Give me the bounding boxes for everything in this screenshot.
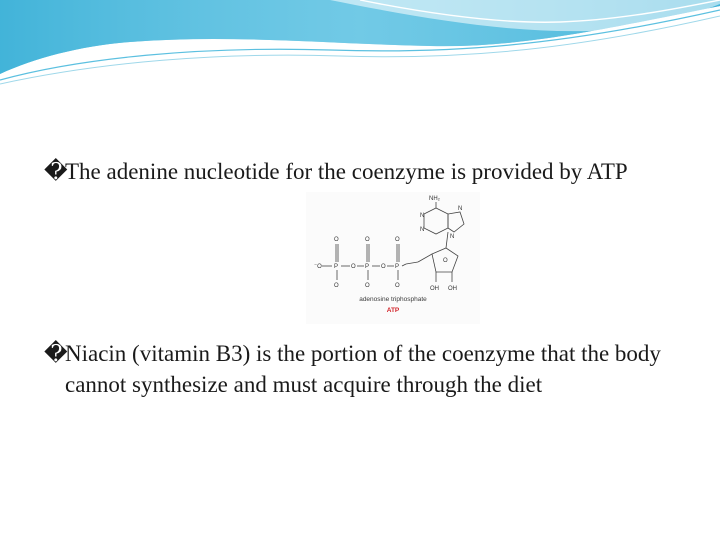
bullet-niacin	[44, 338, 664, 400]
p-label: P	[334, 264, 339, 270]
atp-structure-figure	[306, 192, 480, 324]
oh-label: OH	[448, 286, 457, 292]
n-label: N	[420, 213, 425, 219]
bullet-text: The adenine nucleotide for the coenzyme is provided by ATP	[65, 159, 628, 184]
atp-structure-diagram	[306, 192, 480, 296]
n-label: N	[450, 234, 455, 240]
oh-label: OH	[430, 286, 439, 292]
atp-name-label: adenosine triphosphate	[359, 296, 427, 303]
p-label: P	[365, 264, 370, 270]
o-label: O	[443, 258, 448, 264]
bullet-adenine-atp	[44, 156, 684, 187]
n-label: N	[420, 227, 425, 233]
o-label: O	[395, 237, 400, 243]
charge-o-label: ⁻O	[314, 264, 322, 270]
nh2-label: NH₂	[429, 196, 440, 202]
o-label: O	[365, 283, 370, 289]
header-swoosh-decoration	[0, 0, 720, 90]
bullet-marker-icon: �	[44, 159, 68, 184]
o-label: O	[351, 264, 356, 270]
atp-abbr-label: ATP	[386, 307, 400, 314]
o-label: O	[334, 237, 339, 243]
bullet-marker-icon: �	[44, 341, 68, 366]
o-label: O	[334, 283, 339, 289]
bullet-text: Niacin (vitamin B3) is the portion of the coenzyme that the body cannot synthesize and must acquire through the diet	[65, 341, 661, 397]
o-label: O	[395, 283, 400, 289]
o-label: O	[365, 237, 370, 243]
n-label: N	[458, 206, 463, 212]
o-label: O	[381, 264, 386, 270]
p-label: P	[395, 264, 400, 270]
